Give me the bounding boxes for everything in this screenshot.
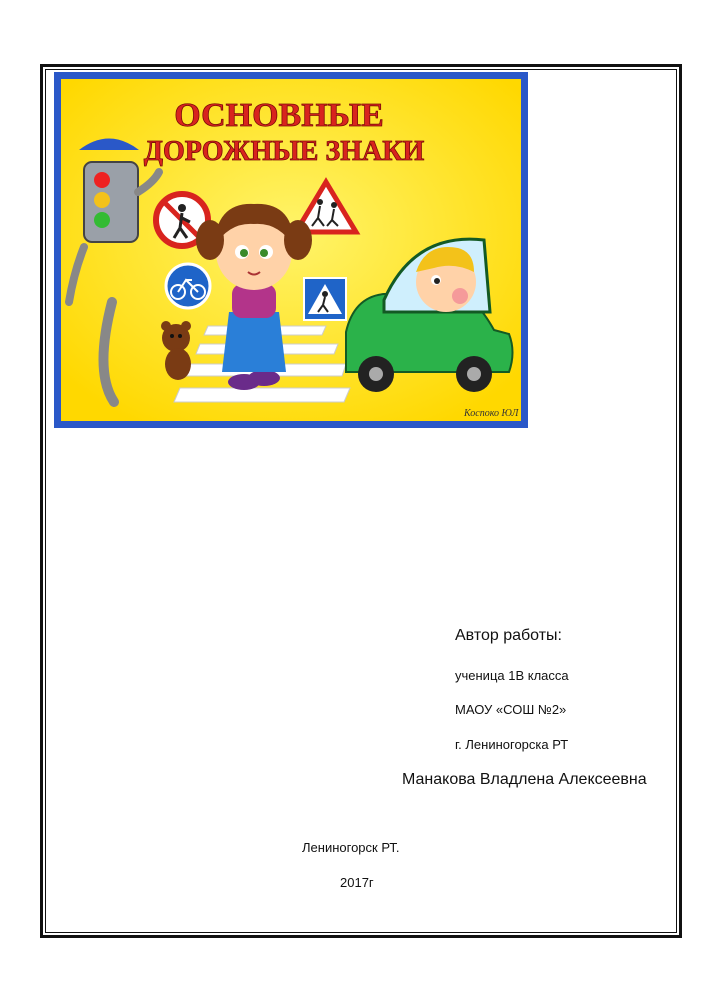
cover-title-line2: ДОРОЖНЫЕ ЗНАКИ bbox=[143, 136, 425, 167]
author-heading: Автор работы: bbox=[455, 627, 562, 644]
author-name: Манакова Владлена Алексеевна bbox=[402, 771, 647, 788]
footer-year: 2017г bbox=[340, 875, 374, 890]
author-school: МАОУ «СОШ №2» bbox=[455, 702, 567, 717]
pedestrian-crossing-sign-icon bbox=[304, 278, 346, 320]
author-class: ученица 1В класса bbox=[455, 668, 569, 683]
artist-signature: Коспоко ЮЛ bbox=[464, 408, 519, 419]
footer-city: Лениногорск РТ. bbox=[302, 840, 400, 855]
cover-illustration bbox=[54, 72, 528, 428]
author-town: г. Лениногорска РТ bbox=[455, 737, 569, 752]
bicycle-path-sign-icon bbox=[166, 264, 210, 308]
cover-title-line1: ОСНОВНЫЕ bbox=[174, 97, 384, 134]
